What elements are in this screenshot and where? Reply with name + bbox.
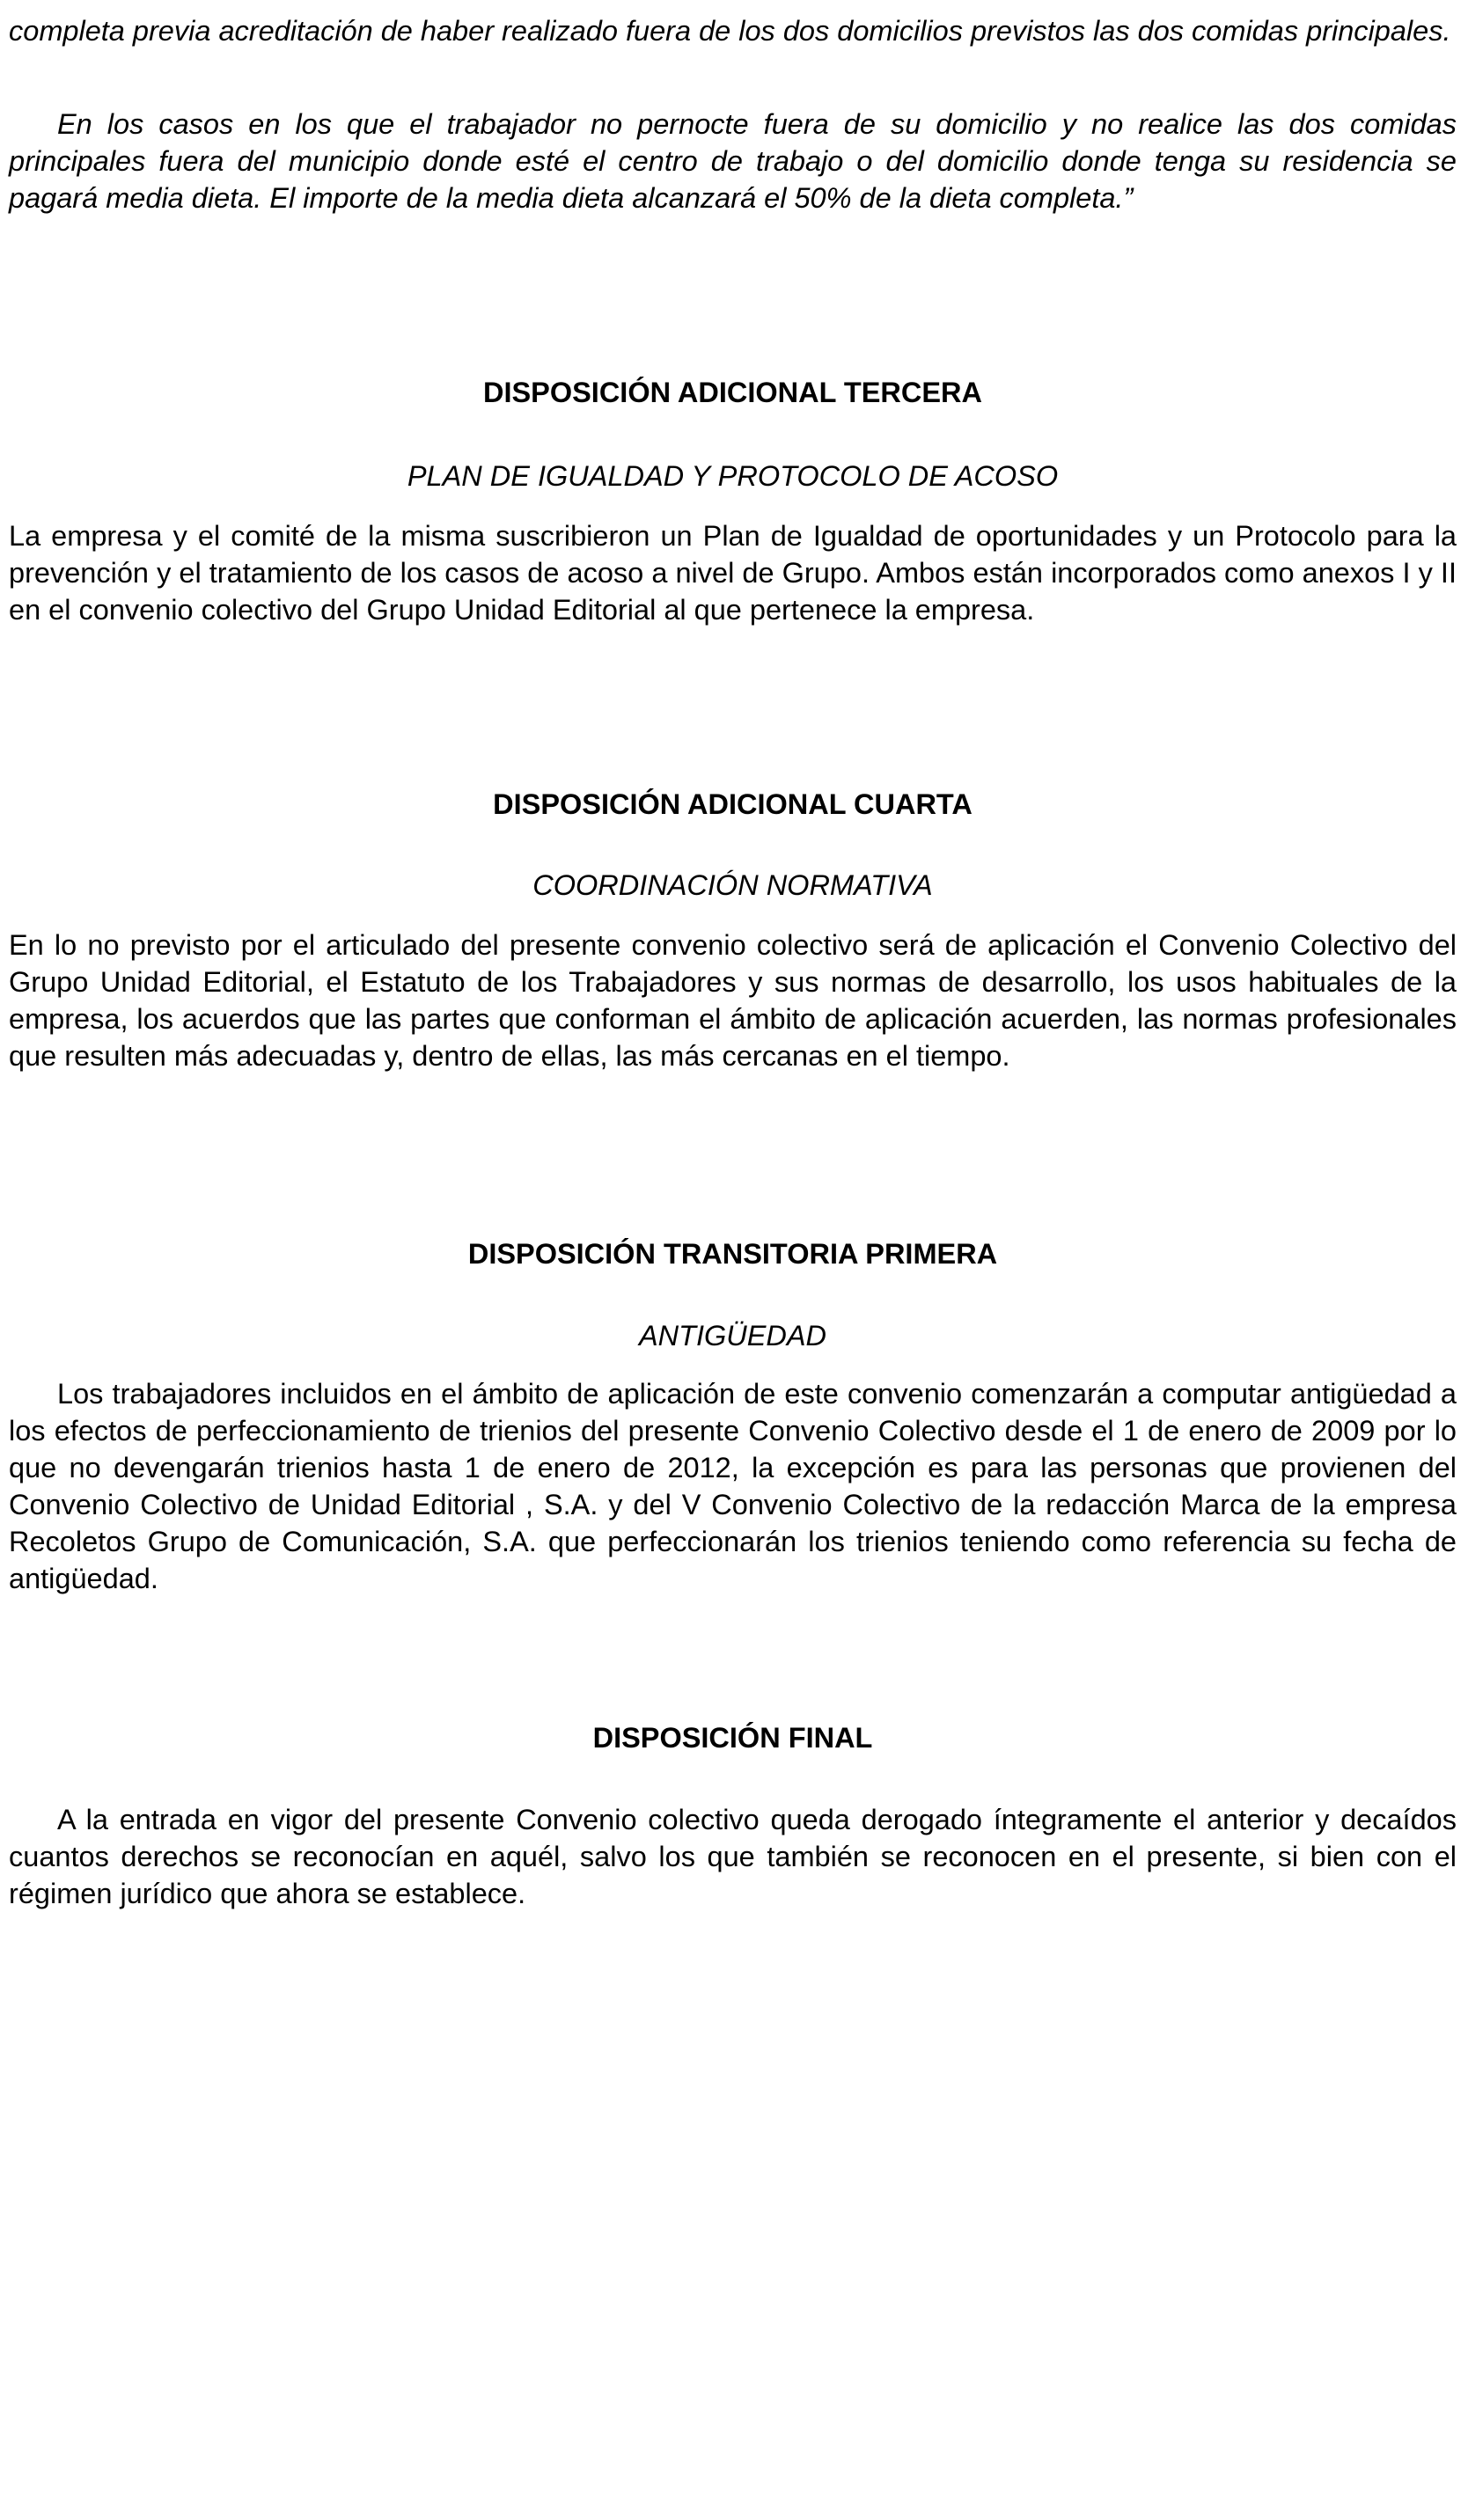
section-subheading-plan-igualdad: PLAN DE IGUALDAD Y PROTOCOLO DE ACOSO xyxy=(407,460,1059,492)
section-heading-transitoria-primera: DISPOSICIÓN TRANSITORIA PRIMERA xyxy=(467,1238,998,1270)
section-subheading-antiguedad: ANTIGÜEDAD xyxy=(638,1320,827,1352)
section-body-adicional-tercera: La empresa y el comité de la misma suscribieron un Plan de Igualdad de oportunidades y un Protocolo para la prevención y el tratamiento de los casos de acoso a nivel de Grupo. Ambos están incorporados como anexos I y II en el convenio colectivo del Grupo Unidad Editorial al que pertenece la empresa. xyxy=(9,520,1457,626)
section-heading-adicional-cuarta: DISPOSICIÓN ADICIONAL CUARTA xyxy=(493,788,973,820)
intro-paragraph-1: completa previa acreditación de haber realizado fuera de los dos domicilios previstos las dos comidas principales. xyxy=(9,15,1451,47)
section-subheading-coordinacion-normativa: COORDINACIÓN NORMATIVA xyxy=(532,869,933,901)
section-heading-final: DISPOSICIÓN FINAL xyxy=(592,1722,873,1754)
section-heading-adicional-tercera: DISPOSICIÓN ADICIONAL TERCERA xyxy=(483,377,982,408)
section-body-transitoria-primera: Los trabajadores incluidos en el ámbito de aplicación de este convenio comenzarán a computar antigüedad a los efectos de perfeccionamiento de trienios del presente Convenio Colectivo desde el 1 de enero de 2009 por lo que no devengarán trienios hasta 1 de enero de 2012, la excepción es para las personas que provienen del Convenio Colectivo de Unidad Editorial , S.A. y del V Convenio Colectivo de la redacción Marca de la empresa Recoletos Grupo de Comunicación, S.A. que perfeccionarán los trienios teniendo como referencia su fecha de antigüedad. xyxy=(9,1378,1457,1594)
section-body-final: A la entrada en vigor del presente Convenio colectivo queda derogado íntegramente el anterior y decaídos cuantos derechos se reconocían en aquél, salvo los que también se reconocen en el presente, si bien con el régimen jurídico que ahora se establece. xyxy=(9,1804,1457,1909)
intro-paragraph-2: En los casos en los que el trabajador no pernocte fuera de su domicilio y no realice las dos comidas principales fuera del municipio donde esté el centro de trabajo o del domicilio donde tenga su residencia se pagará media dieta. El importe de la media dieta alcanzará el 50% de la dieta completa.” xyxy=(9,108,1457,214)
section-body-adicional-cuarta: En lo no previsto por el articulado del presente convenio colectivo será de aplicación el Convenio Colectivo del Grupo Unidad Editorial, el Estatuto de los Trabajadores y sus normas de desarrollo, los usos habituales de la empresa, los acuerdos que las partes que conforman el ámbito de aplicación acuerden, las normas profesionales que resulten más adecuadas y, dentro de ellas, las más cercanas en el tiempo. xyxy=(9,929,1457,1072)
